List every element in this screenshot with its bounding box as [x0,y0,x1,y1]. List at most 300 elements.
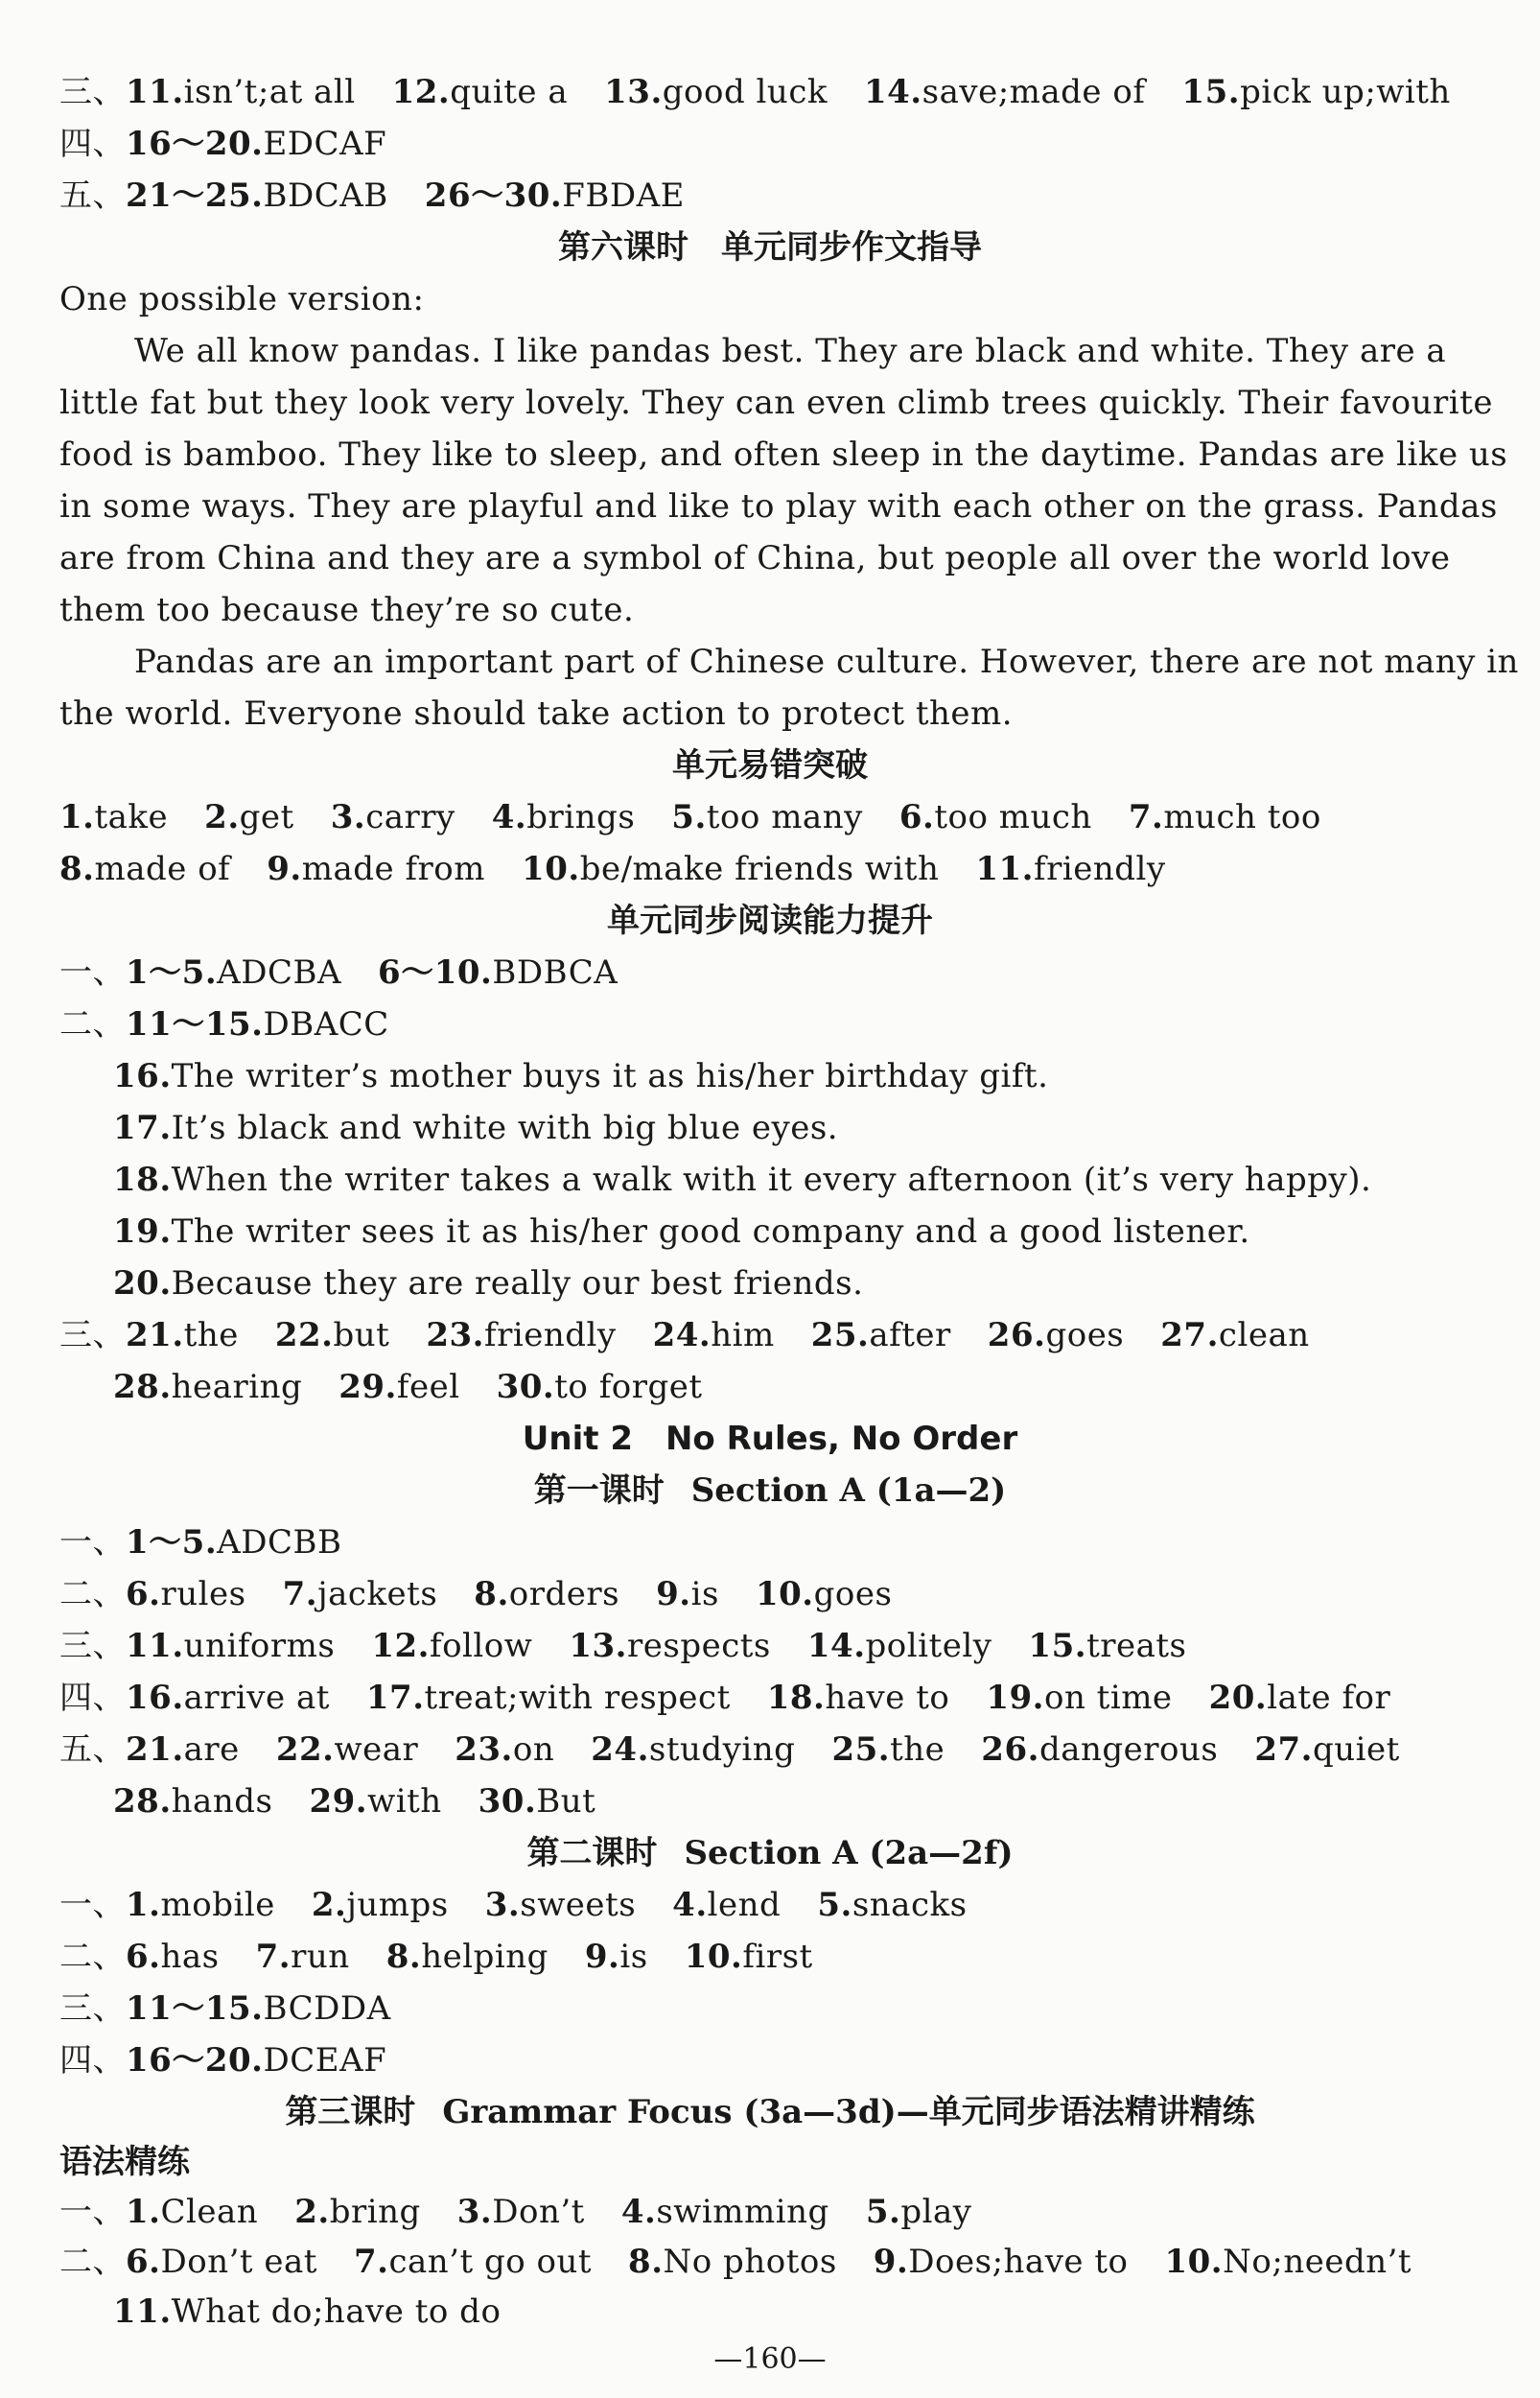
answer-text: quite a [450,73,569,111]
answer-text: can’t go out [388,2243,593,2281]
question-number: 6. [898,798,935,836]
answer-item [986,1673,1172,1723]
question-number: 12. [391,73,451,111]
answer-text: But [536,1782,596,1821]
question-number: 21～25. [126,176,264,215]
question-number: 29. [309,1782,368,1821]
section-prefix: 四、 [59,2041,126,2080]
answer-text: the [890,1730,945,1769]
question-number: 19. [113,1212,172,1251]
question-number: 1. [126,1886,161,1924]
section-prefix: 一、 [59,2193,126,2231]
section-prefix: 二、 [59,1575,126,1613]
answer-row [59,948,1402,998]
answer-text: on [512,1730,555,1769]
answer-item [59,844,230,894]
section-prefix: 四、 [59,125,126,163]
answer-row [59,1725,1402,1775]
answer-text: Clean [160,2193,259,2231]
answer-text: run [291,1938,350,1976]
question-number: 4. [620,2193,657,2231]
answer-text: with [367,1782,442,1821]
lesson-title-cn-2: —单元同步语法精讲精练 [896,2093,1255,2131]
answer-text: too many [706,798,863,836]
answer-item [807,1621,992,1671]
answer-row [113,1207,1456,1257]
essay-line: Pandas are an important part of Chinese culture. However, there are not many in [134,643,1519,681]
question-number: 3. [484,1886,521,1924]
lesson-title-cn: 第三课时 [285,2093,416,2131]
answer-item [331,792,455,842]
answer-item [485,1880,636,1930]
question-number: 26. [987,1316,1046,1354]
answer-item [126,2187,258,2237]
question-number: 4. [491,798,527,836]
answer-text: carry [365,798,455,836]
answer-item [386,1932,548,1982]
answer-text: Don’t [492,2193,585,2231]
answer-row [59,2237,1412,2287]
question-number: 18. [113,1161,172,1199]
answer-row [59,119,1402,169]
answer-item [671,792,863,842]
answer-item [371,1621,532,1671]
answer-text: lend [707,1886,782,1924]
section-heading [0,2087,1540,2137]
answer-item [767,1673,950,1723]
answer-item [497,1362,703,1412]
question-number: 9. [656,1575,691,1613]
answer-text: DBACC [263,1005,389,1044]
answer-text: be/make friends with [579,850,940,888]
answer-row [59,792,1402,842]
answer-text: Don’t eat [160,2243,317,2281]
answer-text: play [900,2193,972,2231]
answer-item [672,1880,781,1930]
answer-item [126,119,386,169]
answer-text: When the writer takes a walk with it every afternoon (it’s very happy). [171,1161,1372,1199]
question-number: 16～20. [126,125,264,163]
answer-item [1129,792,1321,842]
section-prefix: 二、 [59,1938,126,1976]
question-number: 9. [584,1938,620,1976]
essay-line: little fat but they look very lovely. They can even climb trees quickly. Their favourite [59,384,1493,422]
answer-text: sweets [520,1886,637,1924]
answer-text: BDCAB [263,176,388,215]
answer-text: save;made of [922,73,1146,111]
question-number: 12. [371,1627,430,1665]
question-number: 30. [496,1368,555,1406]
answer-row [113,1155,1456,1205]
question-number: 2. [294,2193,330,2231]
section-heading: 单元易错突破 [672,746,868,785]
answer-text: jumps [346,1886,449,1924]
question-number: 8. [628,2243,664,2281]
answer-text: get [239,798,294,836]
answer-item [426,1310,616,1360]
question-number: 9. [267,850,302,888]
answer-item [756,1569,892,1619]
answer-text: No;needn’t [1223,2243,1412,2281]
section-prefix: 三、 [59,1989,126,2028]
section-prefix: 二、 [59,2243,126,2281]
answer-text: but [333,1316,390,1354]
answer-text: goes [1045,1316,1125,1354]
answer-item [126,67,356,117]
answer-item [338,1362,459,1412]
lesson-title-en: Grammar Focus (3a—3d) [442,2093,897,2131]
answer-row [59,1310,1402,1360]
answer-text: EDCAF [263,125,387,163]
lesson-title-cn: 第二课时 [526,1834,658,1872]
answer-text: too much [934,798,1092,836]
section-prefix: 五、 [59,1730,126,1769]
answer-item [113,1258,863,1308]
question-number: 10. [684,1938,743,1976]
answer-item [294,2187,421,2237]
question-number: 21. [126,1316,184,1354]
answer-item [113,2287,501,2337]
question-number: 14. [806,1627,866,1665]
question-number: 18. [766,1679,826,1717]
answer-item [126,1569,246,1619]
answer-text: treats [1086,1627,1187,1665]
essay-line: are from China and they are a symbol of China, but people all over the world love [59,539,1451,577]
answer-row [113,2287,1456,2337]
answer-text: friendly [1034,850,1166,888]
question-number: 30. [478,1782,537,1821]
answer-item [874,2237,1129,2287]
answer-item [1164,2237,1412,2287]
answer-text: take [94,798,169,836]
question-number: 11. [113,2292,172,2331]
answer-text: after [869,1316,951,1354]
answer-row [59,999,1402,1049]
question-number: 11～15. [126,1989,264,2028]
answer-row [59,1984,1402,2034]
answer-text: What do;have to do [171,2292,502,2331]
answer-text: treat;with respect [424,1679,731,1717]
question-number: 24. [591,1730,649,1769]
answer-text: The writer’s mother buys it as his/her birthday gift. [171,1057,1049,1095]
question-number: 16～20. [126,2041,264,2080]
question-number: 13. [569,1627,628,1665]
answer-text: hands [171,1782,273,1821]
answer-item [811,1310,951,1360]
answer-text: BCDDA [263,1989,391,2028]
answer-item [1209,1673,1391,1723]
answer-text: Because they are really our best friends. [171,1264,864,1303]
answer-item [126,999,389,1049]
section-prefix: 三、 [59,1627,126,1665]
question-number: 27. [1160,1316,1219,1354]
answer-text: much too [1163,798,1321,836]
answer-item [1181,67,1450,117]
question-number: 24. [652,1316,712,1354]
question-number: 7. [1128,798,1164,836]
answer-item [866,2187,972,2237]
answer-text: FBDAE [562,176,685,215]
answer-item [126,1932,220,1982]
answer-item [621,2187,829,2237]
question-number: 6. [126,1575,161,1613]
question-number: 7. [353,2243,389,2281]
answer-text: bring [329,2193,421,2231]
question-number: 10. [1164,2243,1224,2281]
question-number: 7. [282,1575,318,1613]
question-number: 23. [455,1730,513,1769]
question-number: 15. [1028,1627,1087,1665]
answer-item [113,1155,1371,1205]
answer-row [59,1673,1402,1723]
answer-row [59,844,1402,894]
section-prefix: 四、 [59,1679,126,1717]
question-number: 20. [113,1264,172,1303]
lesson-title-en: Section A (1a—2) [690,1471,1007,1510]
question-number: 7. [255,1938,292,1976]
question-number: 10. [522,850,580,888]
answer-text: friendly [483,1316,617,1354]
answer-text: quiet [1312,1730,1400,1769]
answer-row [59,2187,1402,2237]
answer-text: BDBCA [492,953,618,992]
question-number: 20. [1208,1679,1268,1717]
answer-row [59,1932,1402,1982]
answer-item [126,948,341,998]
answer-item [392,67,569,117]
section-prefix: 一、 [59,1886,126,1924]
answer-item [309,1776,441,1826]
answer-text: arrive at [183,1679,330,1717]
answer-item [204,792,294,842]
question-number: 21. [126,1730,184,1769]
answer-item [604,67,828,117]
answer-text: follow [429,1627,533,1665]
answer-item [685,1932,813,1982]
question-number: 5. [671,798,707,836]
answer-text: the [183,1316,239,1354]
question-number: 6～10. [378,953,493,992]
answer-row [59,1621,1402,1671]
answer-text: DCEAF [263,2041,387,2080]
answer-item [126,1673,330,1723]
answer-item [126,1310,239,1360]
answer-text: has [160,1938,220,1976]
answer-item [1160,1310,1309,1360]
question-number: 10. [755,1575,814,1613]
answer-item [59,792,168,842]
question-number: 13. [604,73,663,111]
question-number: 1～5. [126,953,218,992]
question-number: 14. [863,73,922,111]
question-number: 5. [865,2193,901,2231]
answer-item [1028,1621,1186,1671]
answer-item [831,1725,945,1775]
section-heading: 单元同步阅读能力提升 [607,902,933,940]
question-number: 23. [426,1316,484,1354]
answer-item [366,1673,731,1723]
answer-item [267,844,485,894]
question-number: 17. [113,1109,172,1147]
answer-item [975,844,1165,894]
answer-item [126,2237,317,2287]
answer-text: brings [526,798,636,836]
answer-text: first [742,1938,813,1976]
question-number: 11. [126,73,184,111]
section-prefix: 一、 [59,953,126,992]
answer-item [656,1569,719,1619]
answer-item [457,2187,585,2237]
answer-text: No photos [663,2243,837,2281]
answer-item [283,1569,438,1619]
question-number: 3. [456,2193,493,2231]
answer-item [275,1310,389,1360]
question-number: 25. [831,1730,891,1769]
section-heading [0,1466,1540,1516]
answer-item [126,1725,240,1775]
answer-row [59,2035,1402,2085]
answer-text: isn’t;at all [183,73,356,111]
answer-row [59,67,1451,117]
answer-item [126,2035,386,2085]
question-number: 4. [672,1886,708,1924]
answer-item [981,1725,1218,1775]
answer-text: studying [648,1730,796,1769]
question-number: 2. [311,1886,347,1924]
answer-item [256,1932,350,1982]
answer-item [425,171,685,221]
answer-item [899,792,1092,842]
answer-item [628,2237,837,2287]
answer-text: pick up;with [1240,73,1451,111]
essay-line: in some ways. They are playful and like to play with each other on the grass. Pandas [59,487,1498,526]
question-number: 3. [330,798,366,836]
answer-row [59,171,1402,221]
answer-text: to forget [554,1368,703,1406]
answer-item [113,1103,838,1153]
question-number: 11～15. [126,1005,264,1044]
page-number: —160— [713,2342,827,2376]
answer-item [113,1051,1048,1101]
answer-text: ADCBA [217,953,342,992]
answer-item [113,1207,1250,1257]
essay-line: the world. Everyone should take action to protect them. [59,694,1014,733]
section-prefix: 三、 [59,73,126,111]
question-number: 8. [385,1938,422,1976]
answer-text: rules [160,1575,246,1613]
answer-text: made from [301,850,486,888]
question-number: 2. [204,798,240,836]
answer-text: feel [396,1368,460,1406]
answer-item [522,844,939,894]
question-number: 1. [59,798,95,836]
answer-text: is [690,1575,719,1613]
answer-text: mobile [160,1886,275,1924]
question-number: 17. [365,1679,425,1717]
question-number: 28. [113,1782,172,1821]
question-number: 25. [810,1316,870,1354]
answer-text: dangerous [1038,1730,1219,1769]
section-heading: 第六课时 单元同步作文指导 [558,228,982,267]
section-heading [0,1828,1540,1878]
answer-text: orders [508,1575,620,1613]
answer-item [126,1880,275,1930]
answer-row [113,1258,1456,1308]
answer-item [276,1725,418,1775]
section-prefix: 五、 [59,176,126,215]
answer-item [653,1310,775,1360]
section-prefix: 三、 [59,1316,126,1354]
question-number: 29. [338,1368,397,1406]
answer-text: hearing [171,1368,303,1406]
question-number: 5. [817,1886,852,1924]
essay-intro: One possible version: [59,280,425,318]
answer-item [569,1621,771,1671]
answer-item [817,1880,967,1930]
question-number: 26～30. [424,176,563,215]
answer-row [59,1569,1402,1619]
answer-text: The writer sees it as his/her good company and a good listener. [171,1212,1250,1251]
answer-text: helping [421,1938,548,1976]
answer-text: It’s black and white with big blue eyes. [171,1109,839,1147]
answer-text: on time [1043,1679,1173,1717]
essay-line: food is bamboo. They like to sleep, and often sleep in the daytime. Pandas are like us [59,435,1508,474]
answer-item [113,1362,302,1412]
answer-item [312,1880,449,1930]
answer-text: respects [627,1627,771,1665]
question-number: 6. [126,1938,161,1976]
answer-item [585,1932,648,1982]
answer-text: ADCBB [217,1523,342,1562]
answer-item [474,1569,619,1619]
answer-item [354,2237,592,2287]
lesson-title-cn: 第一课时 [533,1471,665,1510]
essay-line: We all know pandas. I like pandas best. They are black and white. They are a [134,332,1447,370]
question-number: 8. [474,1575,509,1613]
answer-item [378,948,618,998]
section-prefix: 二、 [59,1005,126,1044]
question-number: 11. [126,1627,184,1665]
question-number: 16. [113,1057,172,1095]
answer-item [126,1621,335,1671]
answer-item [126,171,388,221]
answer-text: are [183,1730,240,1769]
question-number: 22. [275,1730,335,1769]
answer-text: late for [1267,1679,1391,1717]
answer-text: clean [1218,1316,1310,1354]
answer-text: wear [334,1730,419,1769]
answer-item [478,1776,596,1826]
question-number: 8. [59,850,95,888]
section-prefix: 一、 [59,1523,126,1562]
answer-item [591,1725,795,1775]
unit-title: Unit 2 No Rules, No Order [522,1420,1018,1458]
question-number: 11. [975,850,1035,888]
answer-item [113,1776,272,1826]
answer-item [988,1310,1124,1360]
answer-row [113,1776,1456,1826]
question-number: 22. [274,1316,334,1354]
question-number: 9. [873,2243,909,2281]
answer-text: uniforms [183,1627,336,1665]
answer-row [59,1517,1402,1567]
lesson-title-en: Section A (2a—2f) [684,1834,1014,1872]
answer-item [492,792,636,842]
question-number: 15. [1181,73,1241,111]
question-number: 28. [113,1368,172,1406]
question-number: 27. [1254,1730,1313,1769]
answer-item [455,1725,554,1775]
